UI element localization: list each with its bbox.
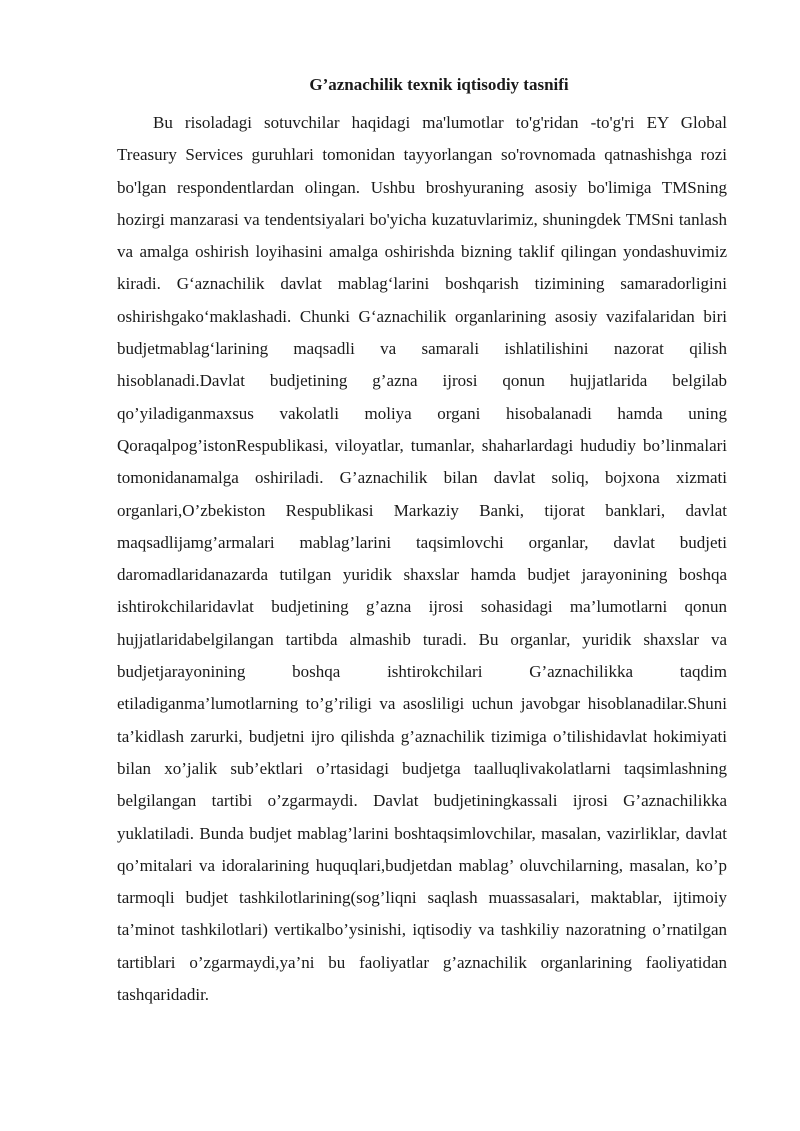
document-page: [117, 72, 727, 1011]
document-title: G’aznachilik texnik iqtisodiy tasnifi: [309, 75, 569, 94]
body-paragraph: Bu risoladagi sotuvchilar haqidagi ma'lumotlar to'g'ridan -to'g'ri EY Global Treasury Services guruhlari tomonidan tayyorlangan so'rovnomada qatnashishga rozi bo'lgan respondentlardan olingan. Ushbu broshyuraning asosiy bo'limiga TMSning hozirgi manzarasi va tendentsiyalari bo'yicha kuzatuvlarimiz, shuningdek TMSni tanlash va amalga oshirish loyihasini amalga oshirishda bizning taklif qilingan yondashuvimiz kiradi. G‘aznachilik davlat mablag‘larini boshqarish tizimining samaradorligini oshirishgako‘maklashadi. Chunki G‘aznachilik organlarining asosiy vazifalaridan biri budjetmablag‘larining maqsadli va samarali ishlatilishini nazorat qilish hisoblanadi.Davlat budjetining g’azna ijrosi qonun hujjatlarida belgilab qo’yiladiganmaxsus vakolatli moliya organi hisobalanadi hamda uning Qoraqalpog’istonRespublikasi, viloyatlar, tumanlar, shaharlardagi hududiy bo’linmalari tomonidanamalga oshiriladi. G’aznachilik bilan davlat soliq, bojxona xizmati organlari,O’zbekiston Respublikasi Markaziy Banki, tijorat banklari, davlat maqsadlijamg’armalari mablag’larini taqsimlovchi organlar, davlat budjeti daromadlaridanazarda tutilgan yuridik shaxslar hamda budjet jarayonining boshqa ishtirokchilaridavlat budjetining g’azna ijrosi sohasidagi ma’lumotlarni qonun hujjatlaridabelgilangan tartibda almashib turadi. Bu organlar, yuridik shaxslar va budjetjarayonining boshqa ishtirokchilari G’aznachilikka taqdim etiladiganma’lumotlarning to’g’riligi va asosliligi uchun javobgar hisoblanadilar.Shuni ta’kidlash zarurki, budjetni ijro qilishda g’aznachilik tizimiga o’tilishidavlat hokimiyati bilan xo’jalik sub’ektlari o’rtasidagi budjetga taalluqlivakolatlarni taqsimlashning belgilangan tartibi o’zgarmaydi. Davlat budjetiningkassali ijrosi G’aznachilikka yuklatiladi. Bunda budjet mablag’larini boshtaqsimlovchilar, masalan, vazirliklar, davlat qo’mitalari va idoralarining huquqlari,budjetdan mablag’ oluvchilarning, masalan, ko’p tarmoqli budjet tashkilotlarining(sog’liqni saqlash muassasalari, maktablar, ijtimoiy ta’minot tashkilotlari) vertikalbo’ysinishi, iqtisodiy va tashkiliy nazoratning o’rnatilgan tartiblari o’zgarmaydi,ya’ni bu faoliyatlar g’aznachilik organlarining faoliyatidan tashqaridadir.: [117, 113, 727, 1005]
